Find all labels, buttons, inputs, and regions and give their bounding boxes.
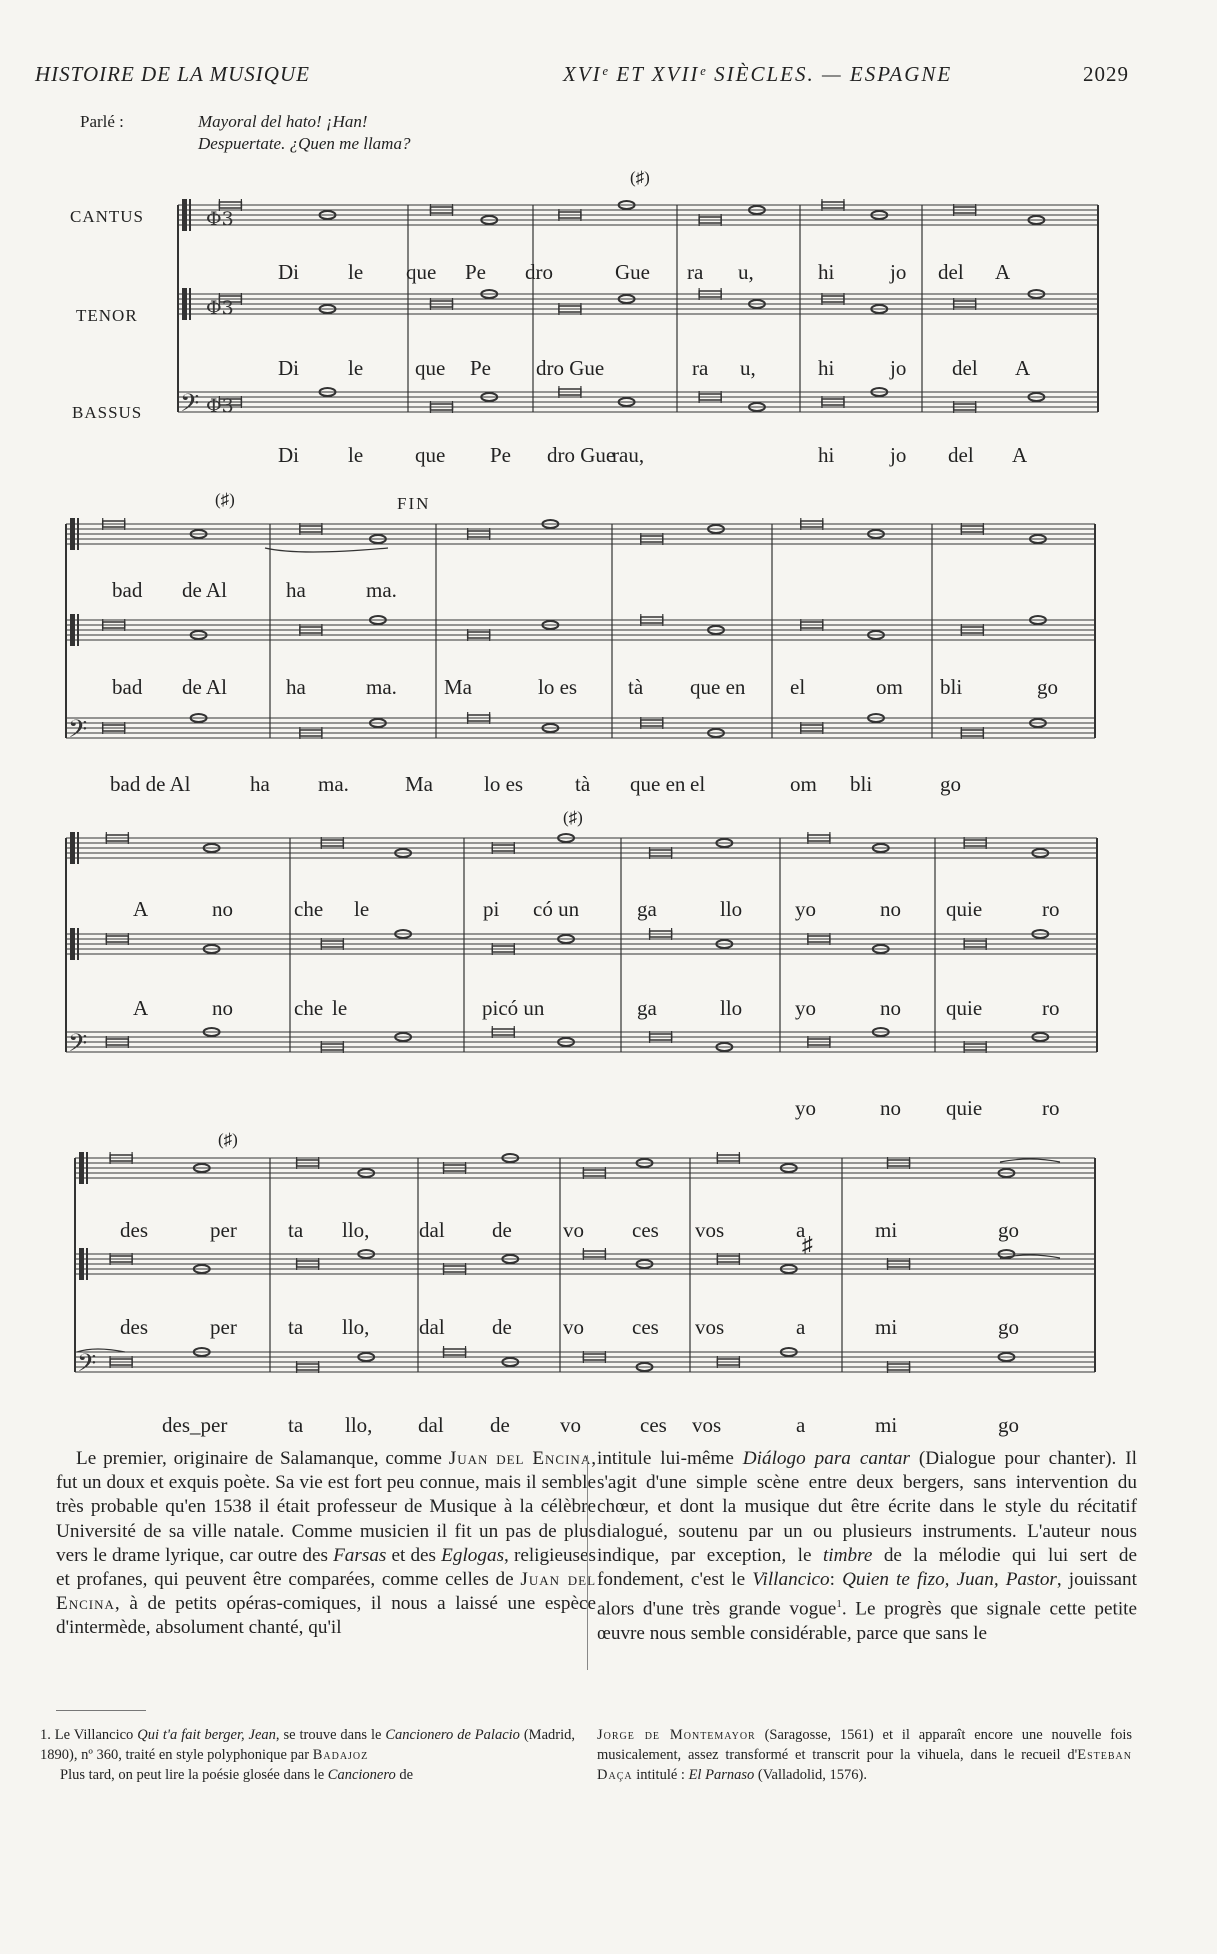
lyric-syllable: el (790, 675, 806, 699)
spoken-line-2: Despuertate. ¿Quen me llama? (198, 134, 411, 153)
voice-label-tenor: TENOR (76, 306, 138, 325)
lyric-syllable: no (212, 996, 233, 1020)
lyric-syllable: mi (875, 1218, 898, 1242)
lyric-syllable: bad de Al (110, 772, 191, 796)
lyric-syllable: dro Gue (536, 356, 605, 380)
lyric-syllable: bli (850, 772, 873, 796)
f-clef-icon: 𝄢 (68, 1029, 88, 1064)
lyric-syllable: vos (695, 1218, 725, 1242)
c-clef-icon (86, 1248, 88, 1280)
mensuration-sign: Φ3 (206, 208, 234, 230)
lyric-syllable: ta (288, 1413, 304, 1437)
c-clef-icon (70, 614, 75, 646)
lyric-syllable: hi (818, 443, 835, 467)
lyric-syllable: ma. (366, 578, 397, 602)
lyric-syllable: che (294, 996, 324, 1020)
lyric-syllable: ha (286, 675, 306, 699)
musica-ficta-sharp-3: (♯) (563, 808, 583, 827)
c-clef-icon (77, 832, 79, 864)
c-clef-icon (182, 288, 187, 320)
lyric-syllable: ces (632, 1218, 659, 1242)
c-clef-icon (79, 1248, 84, 1280)
lyric-syllable: lo es (484, 772, 524, 796)
lyric-syllable: bad (112, 578, 143, 602)
lyric-syllable: ra (692, 356, 709, 380)
lyric-syllable: yo (795, 996, 816, 1020)
lyric-syllable: mi (875, 1315, 898, 1339)
lyric-syllable: go (1037, 675, 1058, 699)
lyric-syllable: llo (720, 996, 743, 1020)
lyric-syllable: ces (640, 1413, 667, 1437)
lyric-syllable: ha (286, 578, 306, 602)
lyric-syllable: des (120, 1218, 148, 1242)
lyric-syllable: jo (890, 260, 907, 284)
lyric-syllable: no (880, 897, 901, 921)
lyric-syllable: Pe (490, 443, 511, 467)
lyric-syllable: go (998, 1413, 1019, 1437)
running-header-section: XVIᵉ ET XVIIᵉ SIÈCLES. — ESPAGNE (563, 62, 953, 86)
lyric-syllable: ro (1042, 1096, 1060, 1120)
lyric-syllable: dal (418, 1413, 444, 1437)
lyric-syllable: tà (575, 772, 591, 796)
lyric-syllable: lo es (538, 675, 578, 699)
lyric-syllable: dro Gue (547, 443, 616, 467)
lyric-syllable: ces (632, 1315, 659, 1339)
lyric-syllable: vo (563, 1315, 584, 1339)
lyric-syllable: go (940, 772, 961, 796)
lyric-syllable: le (348, 356, 364, 380)
lyric-syllable: ga (637, 897, 657, 921)
body-column-right: intitule lui-même Diálogo para cantar (Dialogue pour chanter). Il s'agit d'une simple scène entre deux bergers, sans intervention du chœur, et dont la musique dut être écrite dans le style du récitatif dialogué, soutenu par un ou plusieurs instruments. L'auteur nous indique, par exception, le timbre de la mélodie qui lui sert de fondement, c'est le Villancico: Quien te fizo, Juan, Pastor, jouissant alors d'une très grande vogue$^1$. Le progrès que signale cette petite œuvre nous semble considérable, parce que sans le (597, 1448, 1137, 1644)
lyric-syllable: per (210, 1315, 237, 1339)
lyric-syllable: le (354, 897, 370, 921)
lyric-syllable: ro (1042, 897, 1060, 921)
lyric-syllable: del (952, 356, 978, 380)
lyric-syllable: go (998, 1315, 1019, 1339)
lyric-syllable: bli (940, 675, 963, 699)
body-column-left: Le premier, originaire de Salamanque, comme Juan del Encina, fut un doux et exquis poète. Sa vie est fort peu connue, mais il semble très probable qu'en 1538 il était professeur de Musique à la célèbre Université de sa ville natale. Comme musicien il fit un pas de plus vers le drame lyrique, car outre des Farsas et des Eglogas, religieuses et profanes, qui peuvent être comparées, comme celles de Juan del Encina, à de petits opéras-comiques, il nous a laissé une espèce d'intermède, absolument chanté, qu'il (56, 1448, 597, 1639)
lyric-syllable: Di (278, 443, 299, 467)
lyric-syllable: no (212, 897, 233, 921)
lyric-syllable: quie (946, 996, 983, 1020)
musica-ficta-sharp-2: (♯) (215, 490, 235, 509)
lyric-syllable: ga (637, 996, 657, 1020)
lyric-syllable: que en (630, 772, 686, 796)
lyric-syllable: Pe (470, 356, 491, 380)
lyric-syllable: que (415, 356, 446, 380)
lyric-syllable: le (348, 443, 364, 467)
lyric-syllable: hi (818, 356, 835, 380)
column-divider (587, 1455, 588, 1670)
lyric-syllable: a (796, 1218, 806, 1242)
footnote-left: 1. Le Villancico Qui t'a fait berger, Jean, se trouve dans le Cancionero de Palacio (Madrid, 1890), nº 360, traité en style polyphonique par Badajoz Plus tard, on peut lire la poésie glosée dans le Cancionero de (40, 1727, 575, 1783)
lyric-syllable: dro (525, 260, 553, 284)
lyric-syllable: picó un (482, 996, 545, 1020)
lyric-syllable: que (406, 260, 437, 284)
lyric-syllable: quie (946, 1096, 983, 1120)
lyric-syllable: tà (628, 675, 644, 699)
lyric-syllable: vos (695, 1315, 725, 1339)
lyric-syllable: A (1012, 443, 1028, 467)
mensuration-sign: Φ3 (206, 297, 234, 319)
lyric-syllable: yo (795, 1096, 816, 1120)
lyric-syllable: A (1015, 356, 1031, 380)
lyric-syllable: jo (890, 356, 907, 380)
lyric-syllable: des (120, 1315, 148, 1339)
lyric-syllable: A (133, 897, 149, 921)
lyric-syllable: des_per (162, 1413, 228, 1437)
lyric-syllable: de Al (182, 578, 227, 602)
lyric-syllable: no (880, 996, 901, 1020)
lyric-syllable: del (938, 260, 964, 284)
lyric-syllable: llo, (342, 1218, 370, 1242)
lyric-syllable: u, (740, 356, 756, 380)
footnote-rule-left (56, 1710, 146, 1711)
lyric-syllable: no (880, 1096, 901, 1120)
lyric-syllable: dal (419, 1315, 445, 1339)
lyric-syllable: hi (818, 260, 835, 284)
lyric-syllable: ma. (366, 675, 397, 699)
lyric-syllable: ro (1042, 996, 1060, 1020)
lyric-syllable: llo, (345, 1413, 373, 1437)
lyric-syllable: Ma (444, 675, 472, 699)
lyric-syllable: vo (560, 1413, 581, 1437)
lyric-syllable: che (294, 897, 324, 921)
tie-arc (265, 548, 388, 552)
lyric-syllable: om (790, 772, 817, 796)
lyric-syllable: dal (419, 1218, 445, 1242)
lyric-syllable: mi (875, 1413, 898, 1437)
lyric-syllable: a (796, 1315, 806, 1339)
lyric-syllable: vos (692, 1413, 722, 1437)
lyric-syllable: ra (687, 260, 704, 284)
lyric-syllable: de Al (182, 675, 227, 699)
lyric-syllable: el (690, 772, 706, 796)
lyric-syllable: a (796, 1413, 806, 1437)
f-clef-icon: 𝄢 (77, 1349, 97, 1384)
c-clef-icon (70, 518, 75, 550)
spoken-label: Parlé : (80, 112, 124, 131)
f-clef-icon: 𝄢 (180, 389, 200, 424)
lyric-syllable: jo (890, 443, 907, 467)
lyric-syllable: A (995, 260, 1011, 284)
fin-mark: FIN (397, 494, 431, 513)
c-clef-icon (70, 928, 75, 960)
lyric-syllable: go (998, 1218, 1019, 1242)
musica-ficta-sharp-4: (♯) (218, 1130, 238, 1149)
c-clef-icon (189, 288, 191, 320)
lyric-syllable: de (492, 1315, 512, 1339)
lyric-syllable: u, (738, 260, 754, 284)
musica-ficta-sharp-1: (♯) (630, 168, 650, 187)
lyric-syllable: ta (288, 1218, 304, 1242)
lyric-syllable: vo (563, 1218, 584, 1242)
lyric-syllable: bad (112, 675, 143, 699)
lyric-syllable: Pe (465, 260, 486, 284)
accidental-sharp: ♯ (802, 1232, 813, 1257)
c-clef-icon (77, 928, 79, 960)
voice-label-bassus: BASSUS (72, 403, 143, 422)
lyric-syllable: de (490, 1413, 510, 1437)
tie-arc (1000, 1159, 1060, 1162)
lyric-syllable: ta (288, 1315, 304, 1339)
lyric-syllable: le (332, 996, 348, 1020)
c-clef-icon (86, 1152, 88, 1184)
lyric-syllable: A (133, 996, 149, 1020)
c-clef-icon (182, 199, 187, 231)
lyric-syllable: Ma (405, 772, 433, 796)
lyric-syllable: ha (250, 772, 270, 796)
spoken-line-1: Mayoral del hato! ¡Han! (198, 112, 368, 131)
lyric-syllable: yo (795, 897, 816, 921)
lyric-syllable: Gue (615, 260, 650, 284)
footnote-right: Jorge de Montemayor (Saragosse, 1561) et il apparaît encore une nouvelle fois musicalement, assez transformé et transcrit pour la vihuela, dans le recueil d'Esteban Daça intitulé : El Parnaso (Valladolid, 1576). (597, 1727, 1132, 1783)
lyric-syllable: om (876, 675, 903, 699)
lyric-syllable: Di (278, 260, 299, 284)
lyric-syllable: Di (278, 356, 299, 380)
lyric-syllable: que en (690, 675, 746, 699)
lyric-syllable: pi (483, 897, 500, 921)
lyric-syllable: que (415, 443, 446, 467)
page-number: 2029 (1083, 62, 1129, 86)
c-clef-icon (77, 614, 79, 646)
c-clef-icon (77, 518, 79, 550)
c-clef-icon (189, 199, 191, 231)
lyric-syllable: quie (946, 897, 983, 921)
lyric-syllable: llo (720, 897, 743, 921)
lyric-syllable: le (348, 260, 364, 284)
mensuration-sign: Φ3 (206, 395, 234, 417)
lyric-syllable: có un (533, 897, 580, 921)
lyric-syllable: del (948, 443, 974, 467)
running-header-title: HISTOIRE DE LA MUSIQUE (35, 62, 310, 86)
lyric-syllable: llo, (342, 1315, 370, 1339)
c-clef-icon (79, 1152, 84, 1184)
voice-label-cantus: CANTUS (70, 207, 145, 226)
lyric-syllable: per (210, 1218, 237, 1242)
lyric-syllable: rau, (612, 443, 645, 467)
f-clef-icon: 𝄢 (68, 715, 88, 750)
lyric-syllable: ma. (318, 772, 349, 796)
lyric-syllable: de (492, 1218, 512, 1242)
c-clef-icon (70, 832, 75, 864)
